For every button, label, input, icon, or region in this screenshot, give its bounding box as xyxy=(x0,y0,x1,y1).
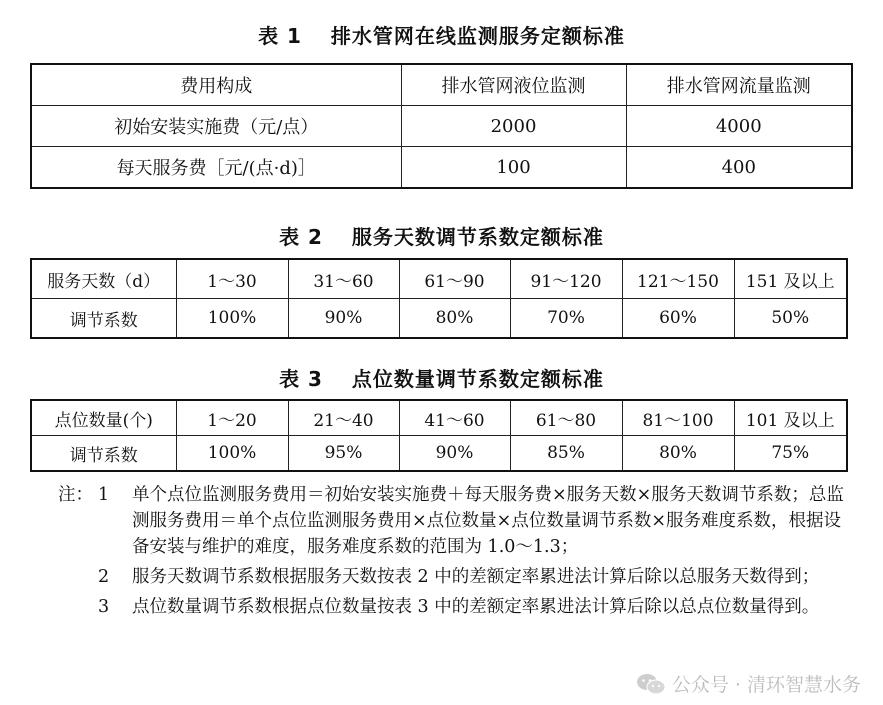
table1-header-cell: 排水管网液位监测 xyxy=(401,64,626,106)
table3-header-cell: 1～20 xyxy=(176,400,288,436)
table2-header-cell: 服务天数（d） xyxy=(31,259,176,299)
table1-header-cell: 费用构成 xyxy=(31,64,401,106)
note-text: 单个点位监测服务费用＝初始安装实施费＋每天服务费×服务天数×服务天数调节系数；总监测服务费用＝单个点位监测服务费用×点位数量×点位数量调节系数×服务难度系数，根据设备安装与维护的难度，服务难度系数的范围为 1.0～1.3； xyxy=(132,485,844,557)
table2-cell: 调节系数 xyxy=(31,299,176,339)
notes-section xyxy=(58,482,858,624)
table3-cell: 100% xyxy=(176,436,288,472)
wechat-icon xyxy=(636,672,666,696)
table3-cell: 75% xyxy=(734,436,847,472)
table2-header-cell: 91～120 xyxy=(510,259,622,299)
table-row xyxy=(31,106,852,147)
table3-header-cell: 41～60 xyxy=(399,400,510,436)
table3-cell: 80% xyxy=(622,436,734,472)
note-text: 服务天数调节系数根据服务天数按表 2 中的差额定率累进法计算后除以总服务天数得到； xyxy=(132,567,820,587)
note-number: 1 xyxy=(98,485,110,505)
table-row xyxy=(31,64,852,106)
table1-cell: 每天服务费［元/(点·d)］ xyxy=(31,147,401,189)
table1-cell: 100 xyxy=(401,147,626,189)
watermark xyxy=(636,670,861,697)
table-row xyxy=(31,147,852,189)
note-item xyxy=(58,594,858,620)
note-item xyxy=(58,564,858,590)
table2-header-cell: 1～30 xyxy=(176,259,288,299)
note-text: 点位数量调节系数根据点位数量按表 3 中的差额定率累进法计算后除以总点位数量得到。 xyxy=(132,597,820,617)
watermark-text: 公众号 · 清环智慧水务 xyxy=(671,674,861,696)
note-number: 2 xyxy=(98,567,110,587)
table1 xyxy=(30,63,853,189)
table1-cell: 400 xyxy=(626,147,852,189)
table2-caption: 表 2 服务天数调节系数定额标准 xyxy=(279,225,604,249)
note-item xyxy=(58,482,858,560)
table-row xyxy=(31,400,847,436)
table1-cell: 2000 xyxy=(401,106,626,147)
table3-caption: 表 3 点位数量调节系数定额标准 xyxy=(279,367,604,391)
table2-header-cell: 61～90 xyxy=(399,259,510,299)
table3 xyxy=(30,399,848,472)
table1-cell: 4000 xyxy=(626,106,852,147)
table2-cell: 100% xyxy=(176,299,288,339)
table2-header-cell: 151 及以上 xyxy=(734,259,847,299)
table2-cell: 50% xyxy=(734,299,847,339)
notes-prefix: 注： xyxy=(58,485,93,505)
table3-header-cell: 61～80 xyxy=(510,400,622,436)
table2-cell: 60% xyxy=(622,299,734,339)
table1-cell: 初始安装实施费（元/点） xyxy=(31,106,401,147)
table2-cell: 80% xyxy=(399,299,510,339)
table3-header-cell: 101 及以上 xyxy=(734,400,847,436)
table3-cell: 95% xyxy=(288,436,399,472)
table2-cell: 90% xyxy=(288,299,399,339)
table-row xyxy=(31,436,847,472)
table2-cell: 70% xyxy=(510,299,622,339)
table1-caption: 表 1 排水管网在线监测服务定额标准 xyxy=(258,24,625,48)
table2 xyxy=(30,258,848,339)
table-row xyxy=(31,259,847,299)
note-number: 3 xyxy=(98,597,110,617)
table2-header-cell: 121～150 xyxy=(622,259,734,299)
table3-header-cell: 81～100 xyxy=(622,400,734,436)
table3-header-cell: 点位数量(个) xyxy=(31,400,176,436)
table3-cell: 90% xyxy=(399,436,510,472)
table3-cell: 调节系数 xyxy=(31,436,176,472)
table-row xyxy=(31,299,847,339)
table3-cell: 85% xyxy=(510,436,622,472)
table1-header-cell: 排水管网流量监测 xyxy=(626,64,852,106)
table3-header-cell: 21～40 xyxy=(288,400,399,436)
table2-header-cell: 31～60 xyxy=(288,259,399,299)
